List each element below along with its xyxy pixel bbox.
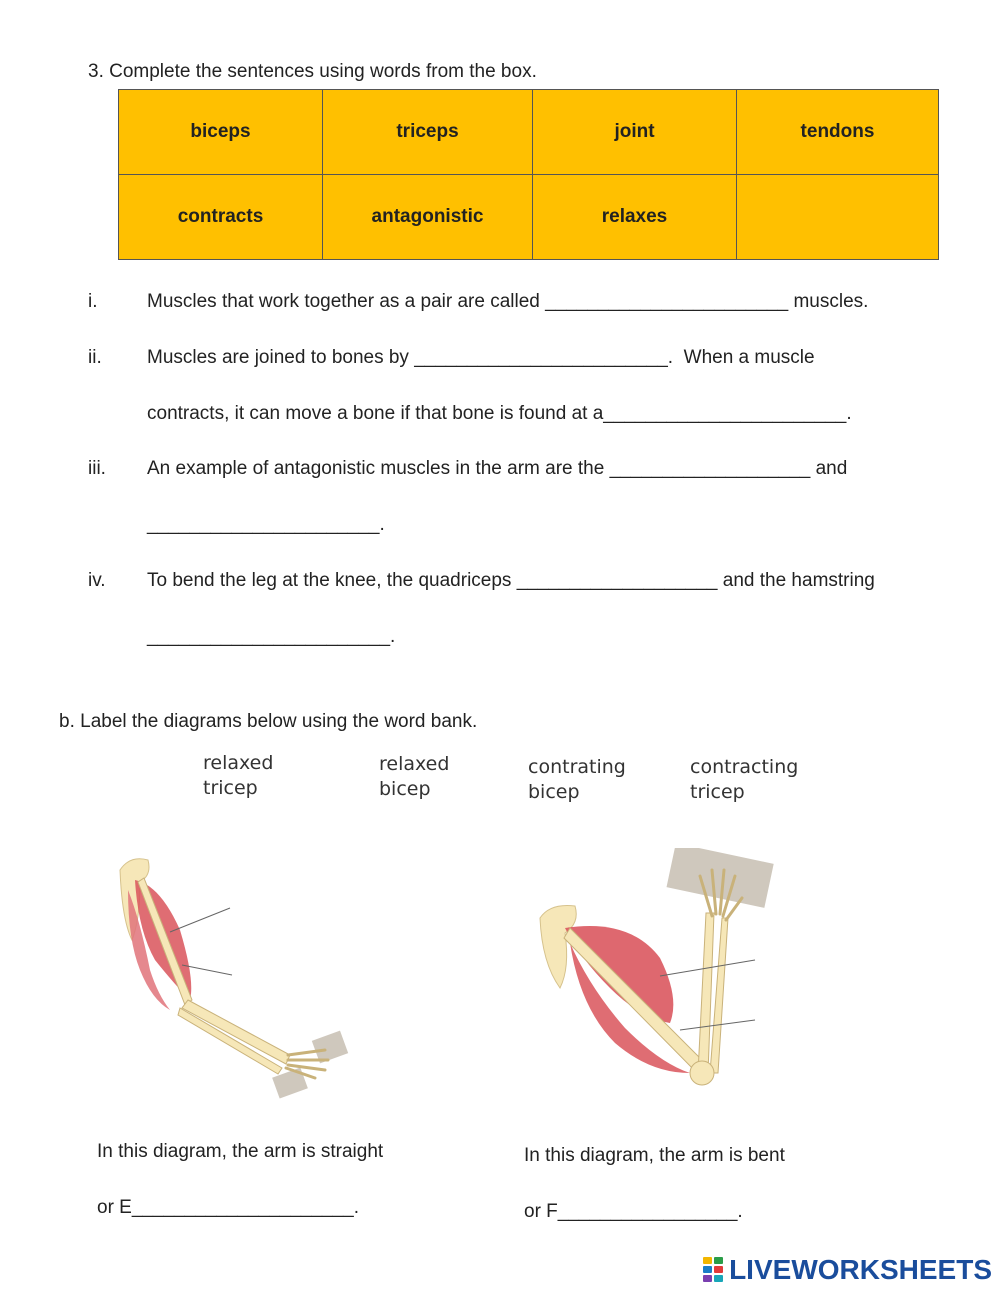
word-box — [118, 89, 939, 260]
word-bank-item — [379, 752, 449, 802]
word-box-cell: contracts — [119, 175, 323, 260]
word-bank-item — [528, 755, 626, 805]
sentence-number: ii. — [88, 347, 102, 368]
sentence-line: To bend the leg at the knee, the quadriceps ___________________ and the hamstring — [147, 570, 875, 591]
humerus-bone — [138, 878, 192, 1005]
word-bank-line: contracting — [690, 756, 799, 778]
word-box-cell: joint — [533, 90, 737, 175]
word-bank-line: contrating — [528, 756, 626, 778]
question-title: 3. Complete the sentences using words from the box. — [88, 61, 537, 82]
sentence-line: An example of antagonistic muscles in the arm are the ___________________ and — [147, 458, 848, 479]
word-bank-item — [690, 755, 798, 805]
word-box-cell: relaxes — [533, 175, 737, 260]
word-bank-line: tricep — [690, 781, 745, 803]
sentence-line: contracts, it can move a bone if that bone is found at a_______________________. — [147, 403, 852, 424]
hand-pad — [312, 1031, 348, 1064]
diagram-left-answer: or E_____________________. — [97, 1197, 360, 1218]
label-pointer-line — [170, 908, 230, 932]
word-box-cell: triceps — [323, 90, 533, 175]
bent-arm-diagram — [530, 848, 780, 1093]
word-box-cell: tendons — [737, 90, 939, 175]
word-box-cell — [737, 175, 939, 260]
word-bank-line: tricep — [203, 777, 258, 799]
sentence-number: i. — [88, 291, 98, 312]
elbow-joint — [690, 1061, 714, 1085]
word-box-cell: biceps — [119, 90, 323, 175]
liveworksheets-logo — [703, 1254, 992, 1286]
sentence-number: iii. — [88, 458, 106, 479]
word-bank-item — [203, 751, 273, 801]
diagram-left-caption: In this diagram, the arm is straight — [97, 1141, 384, 1162]
diagram-right-caption: In this diagram, the arm is bent — [524, 1145, 785, 1166]
sentence-line: Muscles are joined to bones by ________________________. When a muscle — [147, 347, 815, 368]
word-box-cell: antagonistic — [323, 175, 533, 260]
forearm-bone — [182, 1000, 290, 1064]
straight-arm-diagram — [100, 850, 360, 1100]
sentence-line: _______________________. — [147, 626, 396, 647]
forearm-bone — [178, 1008, 282, 1074]
sentence-line: Muscles that work together as a pair are called _______________________ muscles. — [147, 291, 869, 312]
sentence-number: iv. — [88, 570, 106, 591]
word-bank-line: relaxed — [203, 752, 274, 774]
diagram-right-answer: or F_________________. — [524, 1201, 743, 1222]
word-bank-line: bicep — [528, 781, 580, 803]
sentence-line: ______________________. — [147, 514, 385, 535]
word-bank-line: bicep — [379, 778, 431, 800]
logo-mark-icon — [703, 1257, 725, 1283]
word-bank-line: relaxed — [379, 753, 450, 775]
section-b-title: b. Label the diagrams below using the word bank. — [59, 711, 478, 732]
logo-text: LIVEWORKSHEETS — [729, 1254, 992, 1285]
